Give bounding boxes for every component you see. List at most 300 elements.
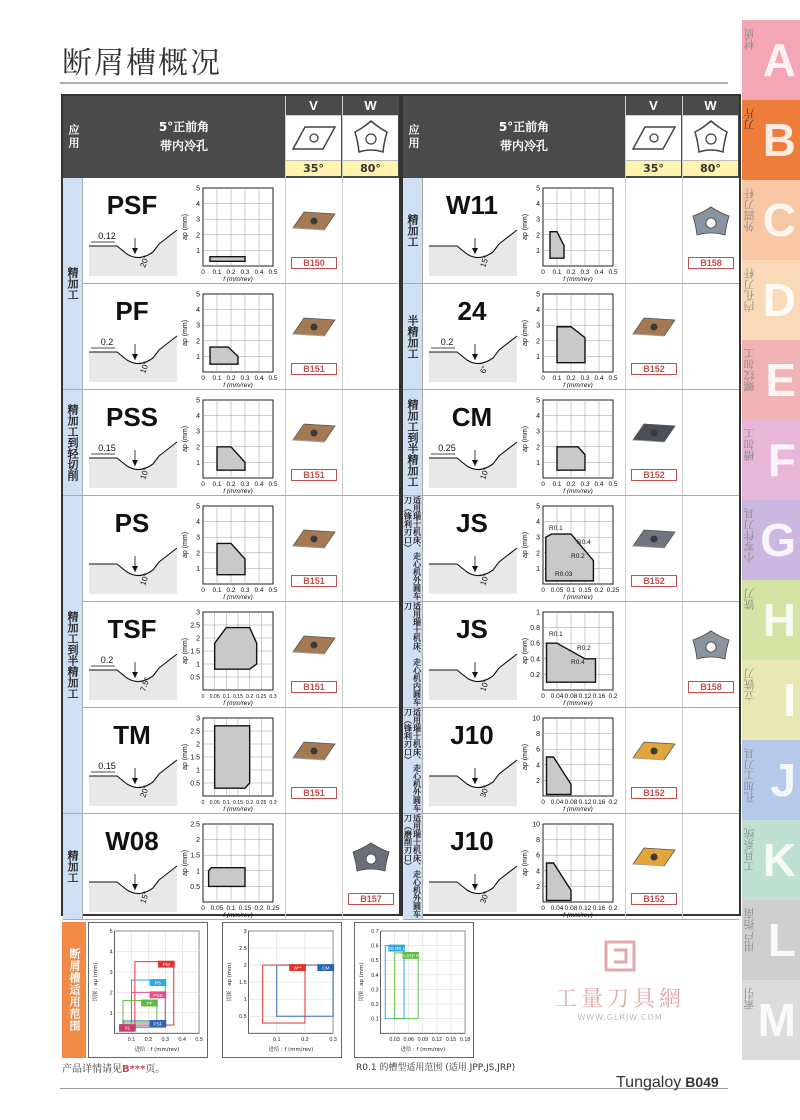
edge-profile-diagram xyxy=(427,864,519,914)
insert-cell-w xyxy=(342,178,398,283)
land-width-label: 0.2 xyxy=(100,655,114,665)
y-tick-label: 5 xyxy=(196,185,200,193)
insert-cell-w xyxy=(682,602,738,707)
application-range-chart xyxy=(179,182,281,282)
insert-cell-v xyxy=(285,284,341,389)
page-reference-link[interactable]: B152 xyxy=(631,787,677,799)
page-reference-link[interactable]: B151 xyxy=(291,787,337,799)
x-tick-label: 0.4 xyxy=(594,481,604,488)
application-label: 精加工 xyxy=(403,178,423,284)
application-label: 适用瑞士机床、走心机内圆车刀 xyxy=(403,602,422,706)
chipbreaker-code: CM xyxy=(451,402,493,432)
x-tick-label: 0 xyxy=(541,693,545,700)
side-tab-letter: F xyxy=(767,434,796,486)
x-tick-label: 0.4 xyxy=(254,481,264,488)
watermark-text: 工量刀具網 xyxy=(554,987,685,1012)
page-reference-link[interactable]: B152 xyxy=(631,469,677,481)
chipbreaker-table-left xyxy=(61,94,401,916)
x-tick-label: 0.16 xyxy=(592,905,606,912)
application-header: 应用 xyxy=(407,124,420,150)
v-insert-shape-icon xyxy=(626,116,681,160)
chipbreaker-row xyxy=(83,390,399,496)
y-tick-label: 3 xyxy=(196,609,200,617)
side-tab-label: 孔加工刀具 xyxy=(743,748,756,803)
edge-profile-diagram xyxy=(427,546,519,596)
insert-photo-icon xyxy=(632,736,676,766)
page-reference-link[interactable]: B151 xyxy=(291,363,337,375)
header-title xyxy=(425,96,623,178)
chipbreaker-row xyxy=(83,496,399,602)
page-reference-link[interactable]: B152 xyxy=(631,893,677,905)
x-tick-label: 0.12 xyxy=(578,905,592,912)
chipbreaker-code: PF xyxy=(115,296,149,326)
x-axis-label: 进给 : f (mm/rev) xyxy=(134,1046,180,1053)
watermark xyxy=(530,940,710,1030)
x-tick-label: 0.12 xyxy=(431,1037,443,1044)
chipbreaker-code: J10 xyxy=(450,720,494,750)
page-title: 断屑槽概况 xyxy=(62,46,222,81)
chipbreaker-row xyxy=(83,708,399,814)
y-tick-label: 2 xyxy=(196,444,200,452)
x-tick-label: 0.4 xyxy=(594,269,604,276)
y-tick-label: 0.5 xyxy=(190,780,200,788)
y-tick-label: 5 xyxy=(196,397,200,405)
radius-label: R0.03 xyxy=(555,571,573,578)
y-axis-label: ap (mm) xyxy=(182,213,189,241)
insert-cell-v xyxy=(285,708,341,813)
y-tick-label: 1 xyxy=(196,247,200,255)
side-tab-e[interactable] xyxy=(742,340,800,420)
range-section-label: 断屑槽适用范围 xyxy=(62,922,86,1058)
chipbreaker-code: PSS xyxy=(105,402,159,432)
x-tick-label: 0.5 xyxy=(268,375,278,382)
edge-profile-diagram xyxy=(87,546,179,596)
side-tab-m[interactable] xyxy=(742,980,800,1060)
x-tick-label: 0.1 xyxy=(552,375,562,382)
x-tick-label: 0 xyxy=(541,799,545,806)
radius-label: R0.2 xyxy=(577,645,591,652)
y-tick-label: 3 xyxy=(243,928,247,935)
chipbreaker-code: W11 xyxy=(445,190,499,220)
insert-cell-v xyxy=(285,390,341,495)
chipbreaker-code: JS xyxy=(456,508,488,538)
y-tick-label: 5 xyxy=(109,928,113,935)
side-tab-letter: K xyxy=(762,834,796,886)
insert-cell-w xyxy=(682,496,738,601)
x-axis-label: f (mm/rev) xyxy=(563,382,593,388)
y-tick-label: 1 xyxy=(536,459,540,467)
side-tab-l[interactable] xyxy=(742,900,800,980)
x-tick-label: 0.4 xyxy=(254,587,264,594)
edge-profile-diagram xyxy=(427,228,519,278)
y-tick-label: 0.3 xyxy=(371,987,379,994)
chipbreaker-row xyxy=(423,602,739,708)
y-tick-label: 1 xyxy=(109,1010,113,1017)
side-tab-letter: J xyxy=(770,754,796,806)
x-tick-label: 0.1 xyxy=(566,587,576,594)
y-tick-label: 0.6 xyxy=(371,943,379,950)
side-tab-b[interactable] xyxy=(742,100,800,180)
x-tick-label: 0.2 xyxy=(301,1037,309,1044)
side-tab-f[interactable] xyxy=(742,420,800,500)
side-tab-i[interactable] xyxy=(742,660,800,740)
range-chart-3-svg xyxy=(355,923,473,1057)
footnote-ref: B*** xyxy=(122,1064,146,1075)
table-header xyxy=(63,96,399,178)
column-w-letter: W xyxy=(343,96,398,116)
y-tick-label: 0.1 xyxy=(371,1016,379,1023)
rake-angle-label: 6° xyxy=(478,364,490,375)
y-tick-label: 2.5 xyxy=(239,946,247,953)
y-tick-label: 4 xyxy=(536,413,540,421)
watermark-url: WWW.GLRJW.COM xyxy=(577,1013,663,1022)
insert-photo-icon xyxy=(632,524,676,554)
side-tab-g[interactable] xyxy=(742,500,800,580)
y-tick-label: 1 xyxy=(536,247,540,255)
y-tick-label: 2.5 xyxy=(190,728,200,736)
page-reference-link[interactable]: B151 xyxy=(291,469,337,481)
side-tab-label: 索引 xyxy=(743,988,756,1010)
angle-v: 35° xyxy=(286,160,341,176)
x-tick-label: 0.05 xyxy=(550,587,564,594)
chipbreaker-row xyxy=(83,602,399,708)
page-reference-link[interactable]: B151 xyxy=(291,681,337,693)
x-tick-label: 0.03 xyxy=(389,1037,400,1044)
y-tick-label: 5 xyxy=(536,503,540,511)
y-axis-label: ap (mm) xyxy=(182,531,189,559)
region-label: JS R0.1 xyxy=(388,947,406,953)
chipbreaker-code: TM xyxy=(113,720,151,750)
x-tick-label: 0.2 xyxy=(226,269,236,276)
side-index-tabs xyxy=(742,20,800,1056)
x-axis-label: f (mm/rev) xyxy=(563,594,593,600)
side-tab-letter: C xyxy=(762,194,796,246)
side-tab-letter: B xyxy=(762,114,796,166)
side-tab-label: 工具系统 xyxy=(743,828,756,872)
x-tick-label: 0.1 xyxy=(222,694,230,700)
y-tick-label: 0.5 xyxy=(239,1014,247,1021)
page-reference-link[interactable]: B158 xyxy=(688,681,734,693)
application-range-chart xyxy=(519,182,621,282)
application-header: 应用 xyxy=(67,124,80,150)
chipbreaker-row xyxy=(423,496,739,602)
y-tick-label: 1 xyxy=(196,565,200,573)
insert-cell-w xyxy=(342,602,398,707)
x-tick-label: 0.5 xyxy=(268,269,278,276)
y-tick-label: 8 xyxy=(536,837,540,845)
insert-photo-icon xyxy=(292,524,336,554)
y-tick-label: 5 xyxy=(196,503,200,511)
y-tick-label: 3 xyxy=(196,534,200,542)
region-label: PSS xyxy=(153,993,163,999)
region-label: W** xyxy=(293,966,302,972)
side-tab-letter: G xyxy=(760,514,796,566)
insert-cell-v xyxy=(285,496,341,601)
side-tab-letter: I xyxy=(783,674,796,726)
rake-angle-label: 20° xyxy=(138,254,152,269)
region-label: PM xyxy=(162,963,170,969)
application-range-chart xyxy=(179,500,281,600)
side-tab-d[interactable] xyxy=(742,260,800,340)
x-tick-label: 0.15 xyxy=(445,1037,457,1044)
x-tick-label: 0 xyxy=(541,587,545,594)
insert-cell-v xyxy=(625,708,681,813)
x-tick-label: 0.4 xyxy=(594,375,604,382)
application-range-chart xyxy=(519,288,621,388)
x-tick-label: 0.3 xyxy=(580,375,590,382)
chipbreaker-row xyxy=(83,178,399,284)
y-tick-label: 3 xyxy=(109,969,113,976)
brand-name: Tungaloy xyxy=(616,1074,682,1091)
side-tab-label: 材质 xyxy=(743,28,756,50)
y-tick-label: 1 xyxy=(196,868,200,876)
insert-cell-w xyxy=(342,284,398,389)
x-tick-label: 0.15 xyxy=(232,800,244,806)
y-tick-label: 1.5 xyxy=(190,852,200,860)
side-tab-label: 用户指南 xyxy=(743,908,756,952)
side-tab-c[interactable] xyxy=(742,180,800,260)
radius-label: R0.1 xyxy=(549,525,563,532)
x-tick-label: 0.25 xyxy=(266,905,280,912)
insert-photo-icon xyxy=(632,418,676,448)
side-tab-h[interactable] xyxy=(742,580,800,660)
chipbreaker-row xyxy=(423,390,739,496)
x-tick-label: 0.4 xyxy=(254,269,264,276)
y-tick-label: 2 xyxy=(536,550,540,558)
x-tick-label: 0.2 xyxy=(226,375,236,382)
insert-cell-v xyxy=(625,284,681,389)
x-tick-label: 0.04 xyxy=(550,905,564,912)
x-axis-label: f (mm/rev) xyxy=(563,488,593,494)
y-tick-label: 2 xyxy=(536,232,540,240)
insert-photo-icon xyxy=(349,842,393,872)
x-tick-label: 0.1 xyxy=(212,269,222,276)
y-tick-label: 2 xyxy=(243,963,247,970)
application-area xyxy=(210,257,245,262)
side-tab-label: 立铣刀 xyxy=(743,668,756,701)
x-tick-label: 0.2 xyxy=(594,587,604,594)
x-tick-label: 0.08 xyxy=(564,905,578,912)
w-insert-shape-icon xyxy=(343,116,398,160)
x-axis-label: f (mm/rev) xyxy=(223,382,253,388)
y-tick-label: 0.6 xyxy=(530,640,540,648)
x-tick-label: 0.3 xyxy=(580,481,590,488)
y-axis-label: 切深 : ap (mm) xyxy=(358,962,365,1002)
y-tick-label: 2 xyxy=(536,338,540,346)
edge-profile-diagram xyxy=(427,440,519,490)
angle-w: 80° xyxy=(683,160,738,176)
chipbreaker-row xyxy=(423,708,739,814)
region-label: PS xyxy=(154,981,162,987)
header-title-line2: 带内冷孔 xyxy=(499,139,548,153)
y-axis-label: ap (mm) xyxy=(182,743,189,771)
watermark-logo-icon xyxy=(600,940,640,972)
x-tick-label: 0.2 xyxy=(608,799,618,806)
w-insert-shape-icon xyxy=(683,116,738,160)
insert-cell-w xyxy=(682,284,738,389)
x-tick-label: 0.15 xyxy=(232,694,244,700)
y-axis-label: ap (mm) xyxy=(522,531,529,559)
y-tick-label: 2 xyxy=(196,550,200,558)
rake-angle-label: 15° xyxy=(478,254,492,269)
application-range-chart xyxy=(519,606,621,706)
application-label: 适用瑞士机床、走心机外圆车刀（磨削刃口） xyxy=(403,814,422,918)
x-tick-label: 0.12 xyxy=(578,693,592,700)
y-tick-label: 4 xyxy=(196,307,200,315)
y-tick-label: 4 xyxy=(109,949,113,956)
column-w-header xyxy=(682,96,738,178)
region-label: PSF xyxy=(153,1022,163,1028)
x-axis-label: 进给 : f (mm/rev) xyxy=(400,1046,446,1053)
x-tick-label: 0.2 xyxy=(566,481,576,488)
y-tick-label: 10 xyxy=(532,715,540,723)
x-tick-label: 0.16 xyxy=(592,693,606,700)
side-tab-letter: M xyxy=(757,994,796,1046)
footnote-product-details xyxy=(62,1060,165,1075)
y-tick-label: 3 xyxy=(536,534,540,542)
y-tick-label: 0.4 xyxy=(371,972,379,979)
y-tick-label: 0.4 xyxy=(530,656,540,664)
x-tick-label: 0 xyxy=(201,269,205,276)
edge-profile-diagram xyxy=(427,758,519,808)
y-tick-label: 2 xyxy=(196,635,200,643)
region-label: 01 xyxy=(124,1026,131,1032)
column-w-letter: W xyxy=(683,96,738,116)
chipbreaker-row xyxy=(83,284,399,390)
land-width-label: 0.2 xyxy=(100,337,114,347)
page-reference-link[interactable]: B158 xyxy=(688,257,734,269)
x-tick-label: 0.15 xyxy=(578,587,592,594)
page-reference-link[interactable]: B151 xyxy=(291,575,337,587)
header-title-line2: 带内冷孔 xyxy=(159,139,208,153)
y-axis-label: ap (mm) xyxy=(522,425,529,453)
chipbreaker-row xyxy=(423,178,739,284)
v-insert-shape-icon xyxy=(286,116,341,160)
insert-photo-icon xyxy=(689,206,733,236)
side-tab-label: 外圆刀杆 xyxy=(743,188,756,232)
x-tick-label: 0.5 xyxy=(195,1037,203,1044)
x-tick-label: 0 xyxy=(541,375,545,382)
y-tick-label: 5 xyxy=(196,291,200,299)
y-tick-label: 3 xyxy=(196,322,200,330)
y-axis-label: ap (mm) xyxy=(522,743,529,771)
x-tick-label: 0.1 xyxy=(552,269,562,276)
y-tick-label: 2 xyxy=(196,338,200,346)
page-reference-link[interactable]: B150 xyxy=(291,257,337,269)
chipbreaker-code: 24 xyxy=(457,296,487,326)
x-tick-label: 0.1 xyxy=(222,800,230,806)
application-range-chart xyxy=(519,500,621,600)
page-reference-link[interactable]: B157 xyxy=(348,893,394,905)
header-title-line1: 5°正前角 xyxy=(158,120,210,134)
y-axis-label: ap (mm) xyxy=(522,213,529,241)
rake-angle-label: 20° xyxy=(138,784,152,799)
insert-cell-w xyxy=(682,708,738,813)
y-tick-label: 3 xyxy=(196,216,200,224)
edge-profile-diagram xyxy=(87,864,179,914)
x-tick-label: 0 xyxy=(201,800,205,806)
y-tick-label: 3 xyxy=(536,428,540,436)
side-tab-label: 铣刀 xyxy=(743,588,756,610)
range-chart-3 xyxy=(354,922,474,1058)
x-tick-label: 0.1 xyxy=(127,1037,136,1044)
header-title-line1: 5°正前角 xyxy=(498,120,550,134)
radius-label: R0.2 xyxy=(571,553,585,560)
x-axis-label: f (mm/rev) xyxy=(223,700,253,706)
insert-cell-w xyxy=(342,496,398,601)
x-tick-label: 0.2 xyxy=(226,481,236,488)
y-tick-label: 0.2 xyxy=(371,1002,379,1009)
page-reference-link[interactable]: B152 xyxy=(631,575,677,587)
y-tick-label: 3 xyxy=(196,715,200,723)
y-tick-label: 4 xyxy=(196,201,200,209)
y-tick-label: 2.5 xyxy=(190,821,200,829)
x-tick-label: 0.2 xyxy=(566,375,576,382)
footnote-prefix: 产品详情请见 xyxy=(62,1064,122,1075)
application-label: 适用瑞士机床、走心机外圆车刀（锋利刃口） xyxy=(403,496,422,600)
x-tick-label: 0.3 xyxy=(269,800,277,806)
range-chart-2-svg xyxy=(223,923,341,1057)
side-tab-label: 内孔刀杆 xyxy=(743,268,756,312)
rake-angle-label: 10° xyxy=(478,466,492,481)
x-tick-label: 0.4 xyxy=(254,375,264,382)
x-tick-label: 0 xyxy=(201,375,205,382)
x-tick-label: 0.3 xyxy=(240,587,250,594)
x-tick-label: 0 xyxy=(201,905,205,912)
range-chart-1-svg xyxy=(89,923,207,1057)
x-tick-label: 0.06 xyxy=(403,1037,415,1044)
y-axis-label: ap (mm) xyxy=(182,849,189,877)
side-tab-k[interactable] xyxy=(742,820,800,900)
x-tick-label: 0.16 xyxy=(592,799,606,806)
application-label: 半精加工 xyxy=(403,284,423,390)
side-tab-letter: E xyxy=(765,354,796,406)
land-width-label: 0.25 xyxy=(438,443,456,453)
x-axis-label: f (mm/rev) xyxy=(223,912,253,918)
y-tick-label: 4 xyxy=(536,201,540,209)
x-tick-label: 0.5 xyxy=(608,481,618,488)
x-tick-label: 0.04 xyxy=(550,799,564,806)
x-axis-label: f (mm/rev) xyxy=(563,806,593,812)
side-tab-a[interactable] xyxy=(742,20,800,100)
edge-profile-diagram xyxy=(87,652,179,702)
y-tick-label: 2 xyxy=(109,990,113,997)
page-reference-link[interactable]: B152 xyxy=(631,363,677,375)
x-tick-label: 0.1 xyxy=(212,587,222,594)
column-v-letter: V xyxy=(286,96,341,116)
y-tick-label: 5 xyxy=(536,397,540,405)
column-w-header xyxy=(342,96,398,178)
side-tab-j[interactable] xyxy=(742,740,800,820)
chipbreaker-code: PSF xyxy=(106,190,158,220)
y-tick-label: 1 xyxy=(536,609,540,617)
application-range-chart xyxy=(519,818,621,918)
y-tick-label: 2.5 xyxy=(190,622,200,630)
application-area xyxy=(215,628,257,670)
y-tick-label: 1 xyxy=(196,661,200,669)
y-tick-label: 4 xyxy=(536,868,540,876)
y-tick-label: 8 xyxy=(536,731,540,739)
application-area xyxy=(557,447,585,470)
y-tick-label: 1 xyxy=(196,353,200,361)
x-tick-label: 0.5 xyxy=(608,375,618,382)
x-tick-label: 0 xyxy=(541,269,545,276)
insert-cell-v xyxy=(285,178,341,283)
chipbreaker-table-right xyxy=(401,94,741,916)
y-tick-label: 2 xyxy=(536,777,540,785)
x-tick-label: 0.04 xyxy=(550,693,564,700)
x-tick-label: 0.25 xyxy=(256,800,267,806)
